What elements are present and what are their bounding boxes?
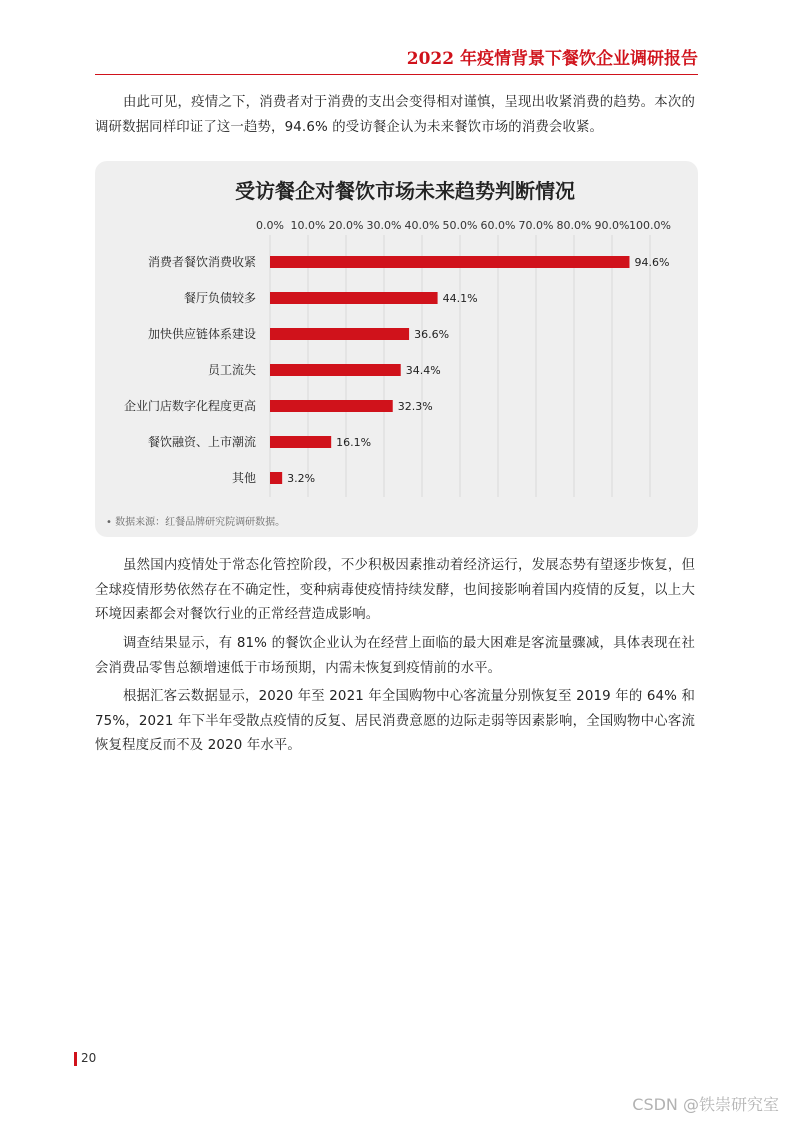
value-label: 3.2% bbox=[287, 472, 316, 485]
page-header-title: 2022 年疫情背景下餐饮企业调研报告 bbox=[406, 49, 698, 69]
paragraph-3: 调查结果显示，有 81% 的餐饮企业认为在经营上面临的最大困难是客流量骤减，具体表现在社会消费品零售总额增速低于市场预期，内需未恢复到疫情前的水平。 bbox=[95, 636, 695, 676]
value-label: 44.1% bbox=[442, 292, 478, 305]
x-tick-label: 100.0% bbox=[629, 219, 671, 232]
category-label: 员工流失 bbox=[207, 363, 256, 377]
chart-source: • 数据来源：红餐品牌研究院调研数据。 bbox=[106, 517, 286, 528]
category-label: 其他 bbox=[231, 471, 256, 485]
category-label: 企业门店数字化程度更高 bbox=[123, 399, 256, 413]
bar bbox=[270, 328, 409, 340]
footer-watermark: CSDN @铁崇研究室 bbox=[632, 1095, 779, 1114]
x-tick-label: 20.0% bbox=[328, 219, 364, 232]
x-tick-label: 60.0% bbox=[480, 219, 516, 232]
x-tick-label: 70.0% bbox=[518, 219, 554, 232]
bar bbox=[270, 436, 331, 448]
bar bbox=[270, 364, 401, 376]
page-number-mark bbox=[74, 1052, 77, 1066]
value-label: 94.6% bbox=[634, 256, 670, 269]
page-number: 20 bbox=[81, 1051, 97, 1065]
paragraph-2: 虽然国内疫情处于常态化管控阶段，不少积极因素推动着经济运行，发展态势有望逐步恢复，但全球疫情形势依然存在不确定性，变种病毒使疫情持续发酵，也间接影响着国内疫情的反复，以上大环境因素都会对餐饮行业的正常经营造成影响。 bbox=[95, 558, 695, 622]
value-label: 16.1% bbox=[336, 436, 372, 449]
value-label: 32.3% bbox=[397, 400, 433, 413]
x-tick-label: 0.0% bbox=[256, 219, 284, 232]
category-label: 消费者餐饮消费收紧 bbox=[147, 255, 256, 269]
bar bbox=[270, 256, 629, 268]
bar bbox=[270, 400, 393, 412]
category-label: 餐厅负债较多 bbox=[183, 291, 256, 305]
x-tick-label: 80.0% bbox=[556, 219, 592, 232]
bar bbox=[270, 472, 282, 484]
x-tick-label: 90.0% bbox=[594, 219, 630, 232]
category-label: 加快供应链体系建设 bbox=[147, 327, 256, 341]
bar bbox=[270, 292, 438, 304]
x-tick-label: 40.0% bbox=[404, 219, 440, 232]
value-label: 34.4% bbox=[405, 364, 441, 377]
paragraph-1: 由此可见，疫情之下，消费者对于消费的支出会变得相对谨慎，呈现出收紧消费的趋势。本次的调研数据同样印证了这一趋势，94.6% 的受访餐企认为未来餐饮市场的消费会收紧。 bbox=[95, 95, 695, 135]
x-tick-label: 50.0% bbox=[442, 219, 478, 232]
chart-title: 受访餐企对餐饮市场未来趋势判断情况 bbox=[235, 179, 575, 203]
value-label: 36.6% bbox=[414, 328, 450, 341]
paragraph-4: 根据汇客云数据显示，2020 年至 2021 年全国购物中心客流量分别恢复至 2019 年的 64% 和 75%，2021 年下半年受散点疫情的反复、居民消费意愿的边际走弱等因素影响，全国购物中心客流恢复程度反而不及 2020 年水平。 bbox=[95, 689, 695, 753]
x-tick-label: 10.0% bbox=[290, 219, 326, 232]
x-tick-label: 30.0% bbox=[366, 219, 402, 232]
category-label: 餐饮融资、上市潮流 bbox=[147, 435, 256, 449]
